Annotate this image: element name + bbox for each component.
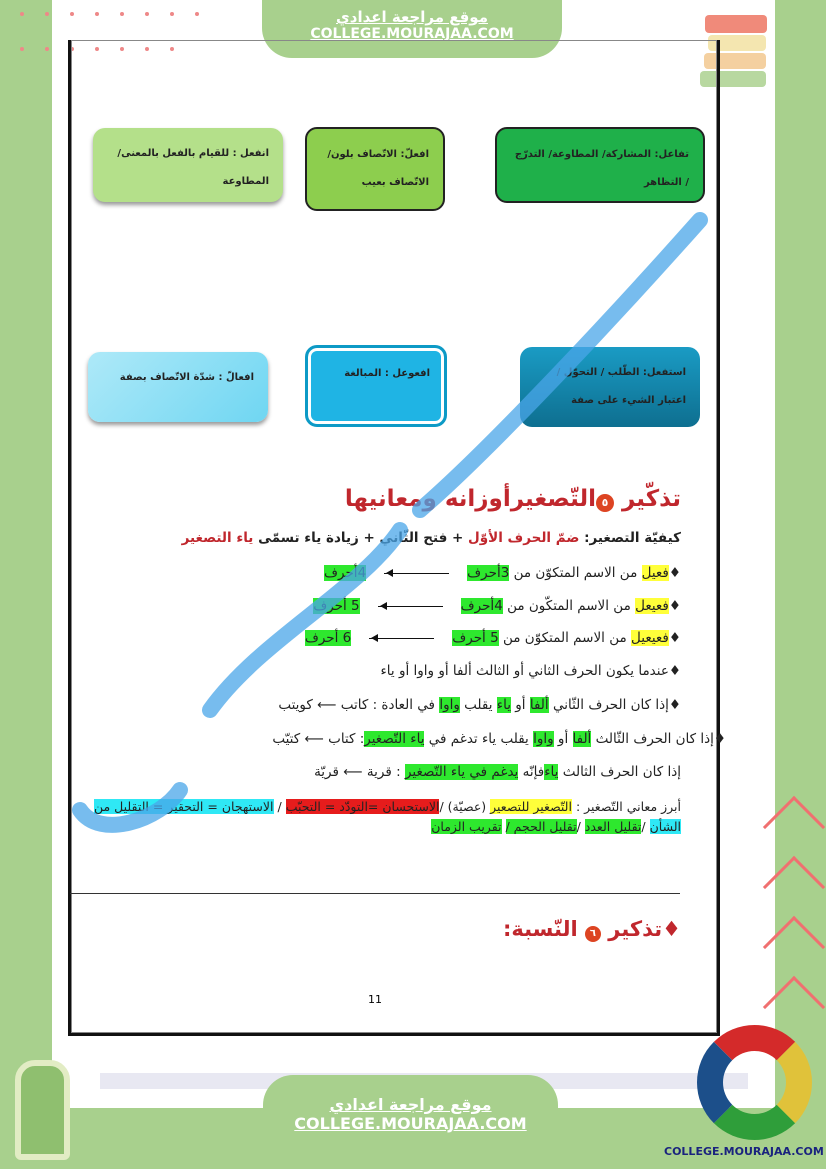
footer-banner[interactable] <box>263 1075 558 1169</box>
backpack-icon <box>15 1060 70 1160</box>
how-label: كيفيّة التصغير: <box>584 530 681 546</box>
to: 4أحرف <box>324 565 367 581</box>
watermark-signature <box>60 190 780 870</box>
how-1: ضمّ الحرف الأوّل <box>468 530 580 546</box>
meanings: أبرز معاني التّصغير : التّصغير للتصعير (عصيّة) /الاستحسان =التودّد = التحبّب / الاستهجان = التحقير = التقليل من الشأن /تقليل العدد /تقليل الحجم / تقريب الزمان <box>93 799 681 834</box>
to: 5 أحرف <box>313 598 360 614</box>
case-2: ♦إذا كان الحرف الثّالث ألفا أو واوا يقلب ياء تدغم في ياء التّصغير: كتاب ⟵ كتيّب <box>272 731 726 747</box>
from: 3أحرف <box>467 565 510 581</box>
to: 6 أحرف <box>304 630 352 646</box>
box-tafaal: تفاعل: المشاركة/ المطاوعة/ التدرّج / التظاهر <box>495 127 705 203</box>
education-wheel-icon <box>697 1025 812 1140</box>
box-infaal: انفعل : للقيام بالفعل بالمعنى/ المطاوعة <box>93 128 283 202</box>
when-line: ♦عندما يكون الحرف الثاني أو الثالث ألفا أو واوا أو ياء <box>380 663 681 679</box>
pattern: فعيعل <box>635 598 669 614</box>
title-number: ٥ <box>596 494 614 512</box>
from: 5 أحرف <box>452 630 499 646</box>
footer-site-ar: موقع مراجعة اعدادي <box>329 1095 492 1114</box>
pattern: فعيعيل <box>631 630 669 646</box>
page-number: 11 <box>368 993 382 1006</box>
pattern: فعيل <box>641 565 669 581</box>
rule-1: ♦فعيل من الاسم المتكوّن من 3أحرف4أحرف <box>324 565 681 581</box>
mid: من الاسم المتكّون من <box>507 598 631 614</box>
left-border <box>0 0 52 1169</box>
mid: من الاسم المتكوّن من <box>503 630 627 646</box>
case-1: ♦إذا كان الحرف الثّاني ألفا أو ياء يقلب واوا في العادة : كاتب ⟵ كويتب <box>278 697 681 713</box>
footer-site-url: COLLEGE.MOURAJAA.COM <box>294 1114 527 1133</box>
title-b: التّصغيرأوزانه ومعانيها <box>344 486 596 512</box>
divider <box>70 893 680 894</box>
header-site-url: COLLEGE.MOURAJAA.COM <box>310 26 514 42</box>
next-heading: ♦تذكير ٦ النّسبة: <box>502 917 681 941</box>
rule-2: ♦فعيعل من الاسم المتكّون من 4أحرف5 أحرف <box>313 598 681 614</box>
case-3: إذا كان الحرف الثالث ياءفإنّه يدغم في ياء التّصغير : قرية ⟵ قريّة <box>314 764 681 780</box>
mid: من الاسم المتكوّن من <box>513 565 638 581</box>
title-a: تذكّير <box>622 486 681 512</box>
box-istafaal: استفعل: الطّلب / التحوّل / اعتبار الشيء على صفة <box>520 347 700 427</box>
header-site-ar: موقع مراجعة اعدادي <box>336 8 488 26</box>
logo-text: COLLEGE.MOURAJAA.COM <box>664 1145 824 1158</box>
box-ifalla: افعلّ: الاتّصاف بلون/ الاتّصاف بعيب <box>305 127 445 211</box>
box-ifaalla: افعالّ : شدّة الاتّصاف بصفة <box>88 352 268 422</box>
box-ifawaal: افعوعل : المبالغة <box>305 345 447 427</box>
how-2: + فتح الثّاني + زيادة ياء تسمّى <box>258 530 464 546</box>
rule-3: ♦فعيعيل من الاسم المتكوّن من 5 أحرف6 أحرف <box>304 630 681 646</box>
how-3: ياء التصغير <box>181 530 254 546</box>
from: 4أحرف <box>460 598 503 614</box>
